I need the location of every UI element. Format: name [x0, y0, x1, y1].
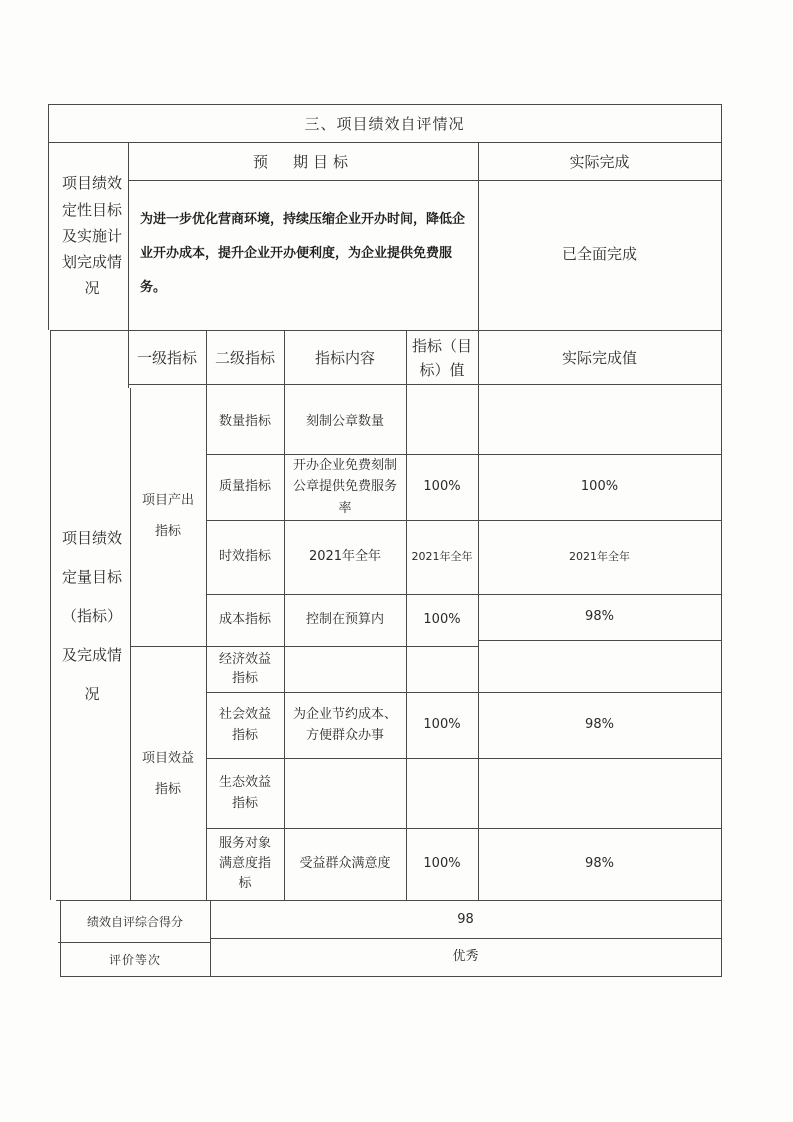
grid-line — [284, 330, 285, 900]
grid-line — [48, 104, 722, 105]
header-actual-value: 实际完成值 — [561, 348, 637, 367]
grid-line — [130, 388, 131, 900]
header-indicator-content: 指标内容 — [314, 348, 375, 367]
quantitative-row-label: 项目绩效定量目标（指标）及完成情况 — [61, 528, 122, 703]
actual-completion-header: 实际完成 — [569, 152, 630, 171]
level2-quality: 质量指标 — [218, 478, 271, 494]
grid-line — [210, 938, 722, 939]
grid-line — [50, 330, 51, 900]
actual-cost: 98% — [585, 608, 614, 624]
header-level2-indicator: 二级指标 — [214, 348, 275, 367]
grade-value: 优秀 — [452, 948, 479, 964]
grid-line — [58, 942, 210, 943]
grid-line — [210, 900, 211, 976]
actual-satisfaction: 98% — [585, 855, 614, 871]
content-economic — [284, 646, 406, 692]
grid-line — [50, 330, 722, 331]
header-level1-indicator: 一级指标 — [136, 348, 197, 367]
actual-completion-text: 已全面完成 — [561, 244, 637, 263]
grid-line — [60, 900, 61, 976]
target-quality: 100% — [423, 478, 461, 494]
grid-line — [60, 976, 722, 977]
level2-cost: 成本指标 — [218, 611, 271, 627]
grid-line — [48, 104, 49, 330]
actual-social: 98% — [585, 716, 614, 732]
grade-label: 评价等次 — [108, 952, 161, 967]
overall-score-label: 绩效自评综合得分 — [86, 914, 183, 929]
grid-line — [206, 330, 207, 900]
target-cost: 100% — [423, 611, 461, 627]
actual-quantity — [478, 390, 721, 454]
grid-line — [721, 104, 722, 976]
target-satisfaction: 100% — [423, 855, 461, 871]
grid-line — [478, 142, 479, 900]
group-output-indicators: 项目产出指标 — [141, 492, 194, 539]
target-timeliness: 2021年全年 — [411, 550, 473, 564]
level2-quantity: 数量指标 — [218, 413, 271, 429]
grid-line — [478, 640, 722, 641]
content-quality: 开办企业免费刻制公章提供免费服务率 — [292, 457, 397, 516]
actual-economic — [478, 640, 721, 692]
grid-line — [130, 646, 478, 647]
qualitative-row-label: 项目绩效定性目标及实施计划完成情况 — [61, 174, 122, 298]
level2-social: 社会效益指标 — [218, 706, 271, 743]
level2-timeliness: 时效指标 — [218, 548, 271, 564]
expected-goal-header: 预 期目标 — [252, 152, 353, 171]
level2-satisfaction: 服务对象满意度指标 — [218, 835, 271, 892]
target-quantity — [406, 390, 478, 454]
grid-line — [406, 330, 407, 900]
grid-line — [128, 384, 722, 385]
expected-goal-text: 为进一步优化营商环境，持续压缩企业开办时间，降低企业开办成本，提升企业开办便利度，为企业提供免费服务。 — [140, 212, 466, 295]
content-cost: 控制在预算内 — [305, 611, 384, 627]
overall-score-value: 98 — [457, 911, 474, 927]
actual-timeliness: 2021年全年 — [569, 550, 630, 564]
header-target-value: 指标（目标）值 — [412, 337, 473, 379]
content-ecological — [284, 758, 406, 828]
target-economic — [406, 646, 478, 692]
grid-line — [48, 142, 722, 143]
actual-ecological — [478, 758, 721, 828]
target-social: 100% — [423, 716, 461, 732]
content-timeliness: 2021年全年 — [308, 548, 382, 564]
section-title: 三、项目绩效自评情况 — [304, 114, 465, 133]
level2-ecological: 生态效益指标 — [218, 774, 271, 811]
target-ecological — [406, 758, 478, 828]
actual-quality: 100% — [580, 478, 619, 494]
grid-line — [128, 180, 722, 181]
content-satisfaction: 受益群众满意度 — [299, 855, 391, 871]
content-social: 为企业节约成本、方便群众办事 — [292, 706, 397, 743]
grid-line — [56, 900, 722, 901]
grid-line — [128, 142, 129, 388]
level2-economic: 经济效益指标 — [218, 651, 271, 686]
content-quantity: 刻制公章数量 — [305, 413, 384, 429]
group-benefit-indicators: 项目效益指标 — [141, 750, 194, 797]
